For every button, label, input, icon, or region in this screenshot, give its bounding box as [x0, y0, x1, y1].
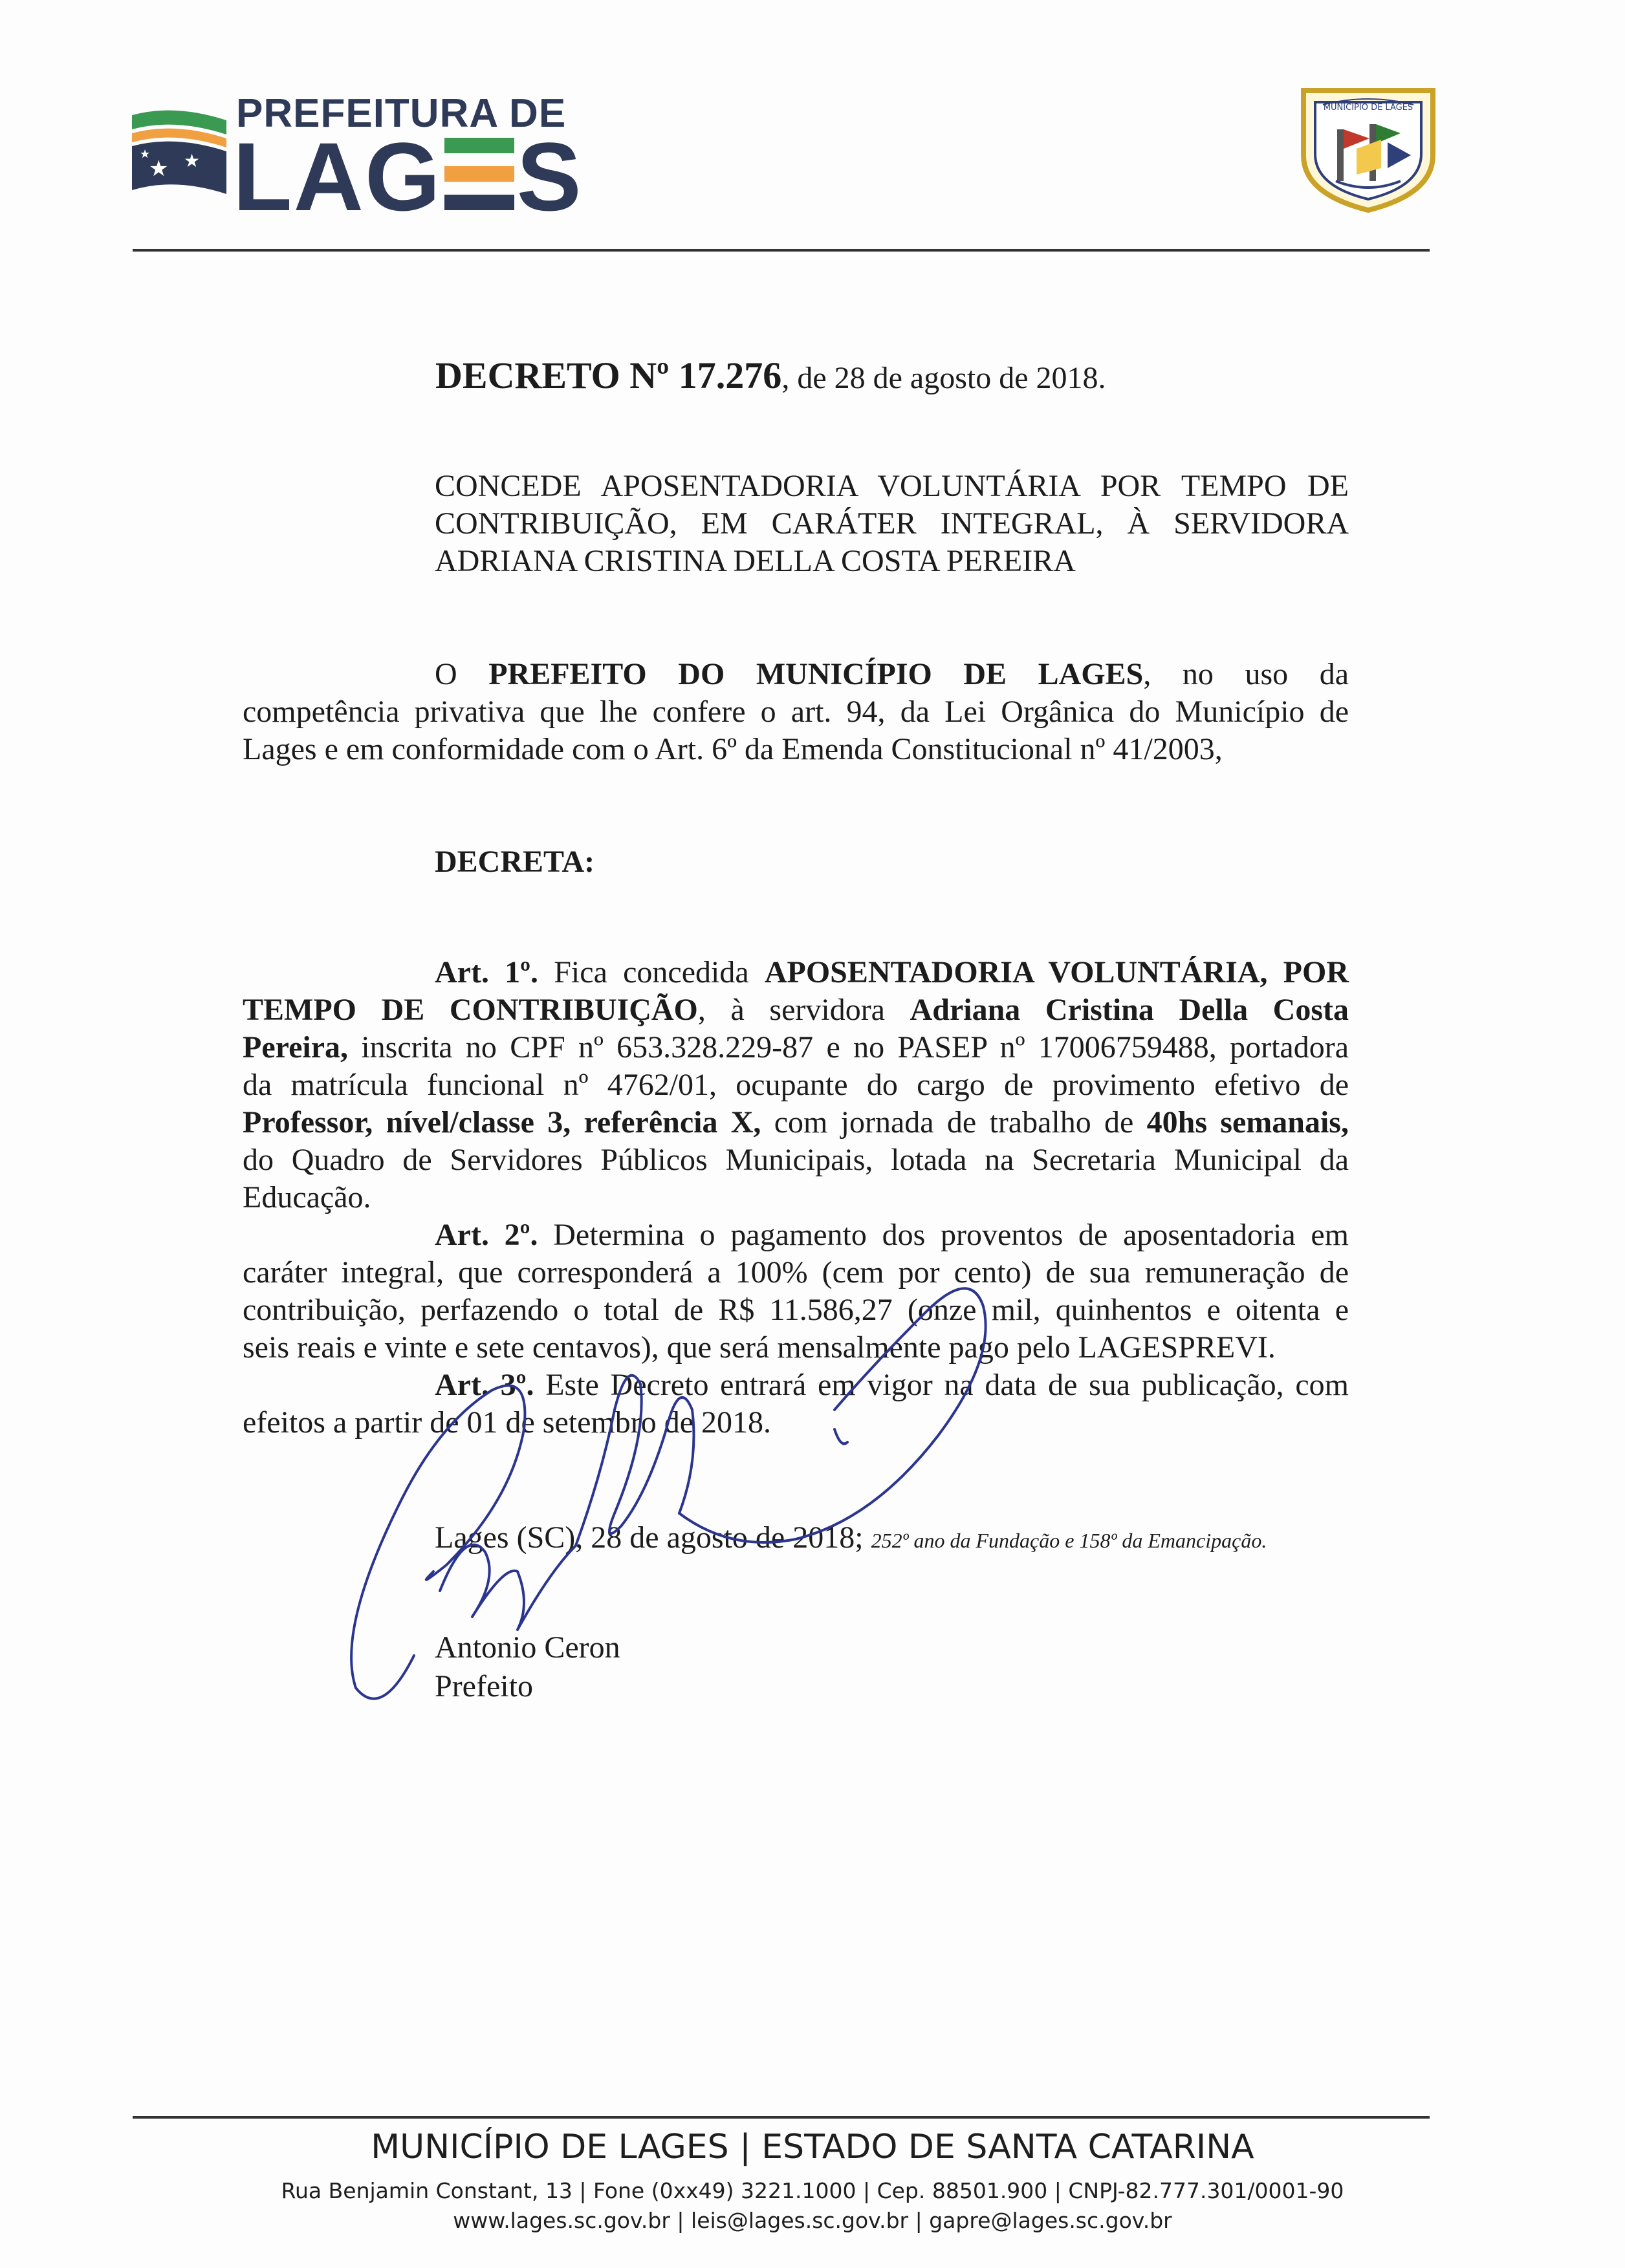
ementa-line-2: CONTRIBUIÇÃO, EM CARÁTER INTEGRAL, À SERVIDORA — [435, 506, 1349, 541]
art1-line-1: Art. 1º. Fica concedida APOSENTADORIA VOLUNTÁRIA, POR — [435, 955, 1349, 989]
art2-line-4: seis reais e vinte e sete centavos), que será mensalmente pago pelo LAGESPREVI. — [243, 1330, 1276, 1365]
footer-divider — [133, 2116, 1430, 2119]
art3-line-1: Art. 3º. Este Decreto entrará em vigor na data de sua publicação, com — [435, 1368, 1349, 1402]
art3-line-2: efeitos a partir de 01 de setembro de 2018. — [243, 1405, 772, 1440]
svg-text:★: ★ — [140, 147, 151, 161]
logo-top-text: PREFEITURA DE — [236, 91, 567, 136]
city-date-line: Lages (SC), 28 de agosto de 2018; 252º ano da Fundação e 158º da Emancipação. — [435, 1520, 1267, 1555]
prefeitura-logo — [129, 91, 583, 231]
art1-line-4: da matrícula funcional nº 4762/01, ocupante do cargo de provimento efetivo de — [243, 1068, 1349, 1102]
logo-e-stripes-icon — [444, 138, 514, 210]
art2-line-1: Art. 2º. Determina o pagamento dos proventos de aposentadoria em — [435, 1218, 1349, 1252]
decree-title: DECRETO Nº 17.276, de 28 de agosto de 2018. — [435, 354, 1106, 396]
art1-line-7: Educação. — [243, 1180, 371, 1215]
art2-line-3: contribuição, perfazendo o total de R$ 11.586,27 (onze mil, quinhentos e oitenta e — [243, 1293, 1349, 1327]
svg-text:★: ★ — [149, 156, 169, 182]
art1-line-3: Pereira, inscrita no CPF nº 653.328.229-87 e no PASEP nº 17006759488, portadora — [243, 1030, 1349, 1064]
art1-line-5: Professor, nível/classe 3, referência X, com jornada de trabalho de 40hs semanais, — [243, 1105, 1349, 1139]
decreta-heading: DECRETA: — [435, 845, 595, 879]
preamble-line-3: Lages e em conformidade com o Art. 6º da Emenda Constitucional nº 41/2003, — [243, 732, 1223, 766]
svg-text:MUNICÍPIO DE LAGES: MUNICÍPIO DE LAGES — [1323, 103, 1413, 113]
footer-title: MUNICÍPIO DE LAGES | ESTADO DE SANTA CATARINA — [371, 2128, 1254, 2166]
signatory-name: Antonio Ceron — [435, 1630, 620, 1665]
header-divider — [133, 249, 1430, 252]
lages-flag-icon — [129, 103, 233, 200]
art1-line-2: TEMPO DE CONTRIBUIÇÃO, à servidora Adriana Cristina Della Costa — [243, 993, 1349, 1027]
art1-line-6: do Quadro de Servidores Públicos Municipais, lotada na Secretaria Municipal da — [243, 1143, 1349, 1177]
footer-address: Rua Benjamin Constant, 13 | Fone (0xx49) 3221.1000 | Cep. 88501.900 | CNPJ-82.777.301/0001-90 — [281, 2178, 1344, 2203]
preamble-line-1: O PREFEITO DO MUNICÍPIO DE LAGES, no uso da — [435, 657, 1349, 691]
preamble-line-2: competência privativa que lhe confere o art. 94, da Lei Orgânica do Município de — [243, 695, 1349, 729]
municipal-crest-icon — [1297, 84, 1439, 213]
signatory-role: Prefeito — [435, 1669, 533, 1703]
handwritten-signature — [343, 1268, 1022, 1733]
ementa-line-1: CONCEDE APOSENTADORIA VOLUNTÁRIA POR TEMPO DE — [435, 469, 1349, 503]
logo-main-text: LAG S — [233, 122, 583, 231]
footer-contacts: www.lages.sc.gov.br | leis@lages.sc.gov.br | gapre@lages.sc.gov.br — [453, 2208, 1172, 2233]
art2-line-2: caráter integral, que corresponderá a 100% (cem por cento) de sua remuneração de — [243, 1255, 1349, 1290]
ementa-line-3: ADRIANA CRISTINA DELLA COSTA PEREIRA — [435, 544, 1076, 578]
svg-text:★: ★ — [184, 150, 201, 171]
